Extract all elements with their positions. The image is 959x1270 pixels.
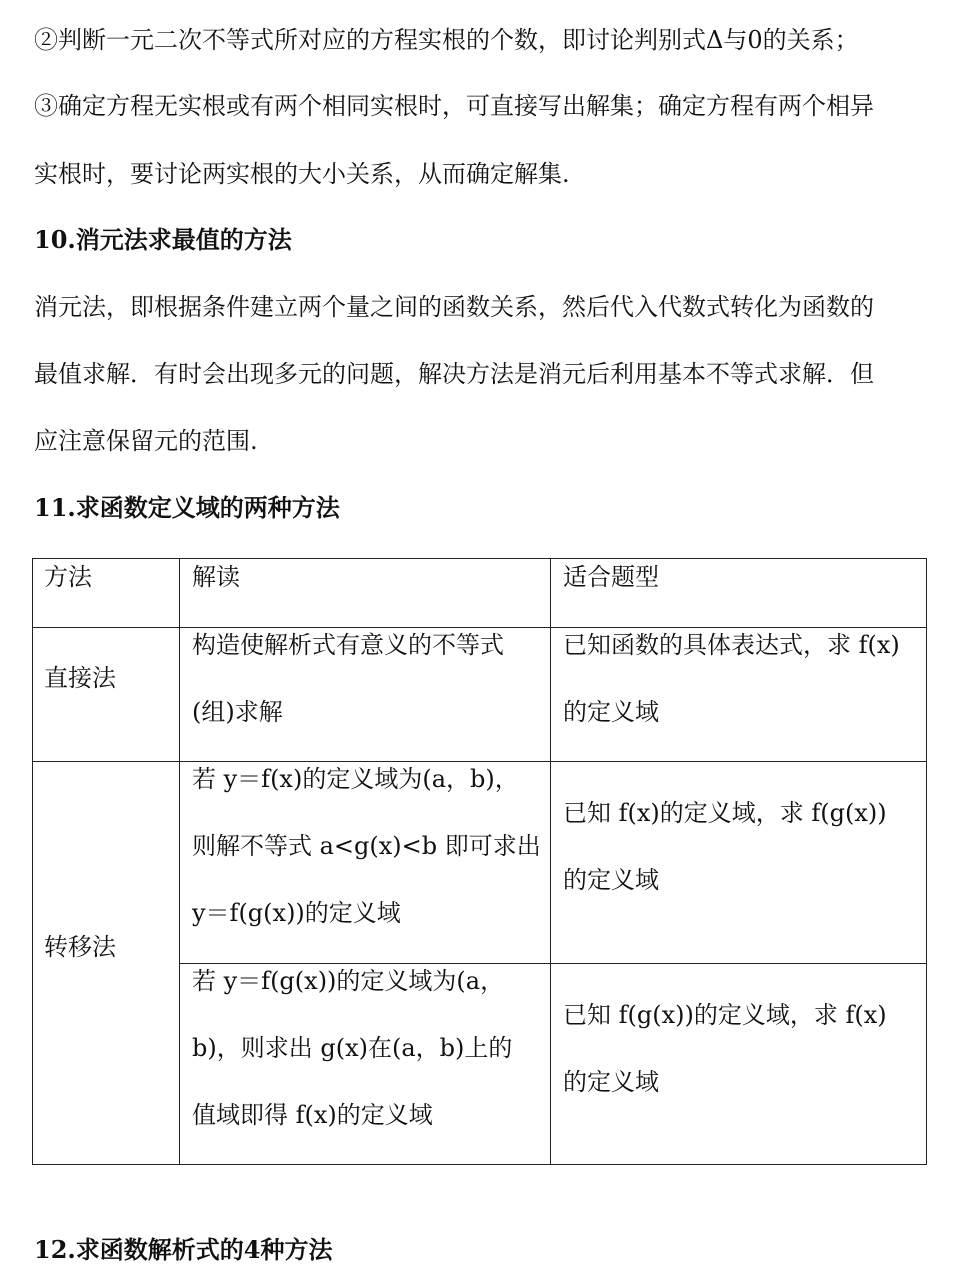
header-question-type: 适合题型 bbox=[563, 563, 659, 591]
transfer-row2-reading-line2: b)，则求出 g(x)在(a，b)上的 bbox=[192, 1034, 513, 1062]
transfer-row2-type-line1: 已知 f(g(x))的定义域，求 f(x) bbox=[563, 1001, 887, 1029]
transfer-row2-reading-line3: 值域即得 f(x)的定义域 bbox=[192, 1101, 433, 1129]
header-reading: 解读 bbox=[192, 563, 240, 591]
direct-reading-line1: 构造使解析式有意义的不等式 bbox=[192, 631, 504, 659]
direct-type-line1: 已知函数的具体表达式，求 f(x) bbox=[563, 631, 900, 659]
step-2-text: ②判断一元二次不等式所对应的方程实根的个数，即讨论判别式Δ与0的关系； bbox=[34, 26, 859, 54]
step-3-text-line1: ③确定方程无实根或有两个相同实根时，可直接写出解集；确定方程有两个相异 bbox=[34, 92, 874, 120]
header-method: 方法 bbox=[44, 563, 92, 591]
transfer-row1-reading-line2: 则解不等式 a<g(x)<b 即可求出 bbox=[192, 832, 541, 860]
transfer-row1-type-line2: 的定义域 bbox=[563, 866, 659, 894]
transfer-row2-type-line2: 的定义域 bbox=[563, 1068, 659, 1096]
direct-reading-line2: (组)求解 bbox=[192, 698, 283, 726]
transfer-row2-reading-line1: 若 y＝f(g(x))的定义域为(a， bbox=[192, 967, 505, 995]
section-10-para-line1: 消元法，即根据条件建立两个量之间的函数关系，然后代入代数式转化为函数的 bbox=[34, 293, 874, 321]
transfer-row1-reading-line3: y＝f(g(x))的定义域 bbox=[192, 899, 401, 927]
direct-type-line2: 的定义域 bbox=[563, 698, 659, 726]
transfer-row1-type-line1: 已知 f(x)的定义域，求 f(g(x)) bbox=[563, 799, 887, 827]
transfer-method-label: 转移法 bbox=[44, 933, 116, 961]
section-10-para-line3: 应注意保留元的范围. bbox=[34, 427, 258, 455]
direct-method-label: 直接法 bbox=[44, 664, 116, 692]
transfer-row1-reading-line1: 若 y＝f(x)的定义域为(a，b)， bbox=[192, 765, 519, 793]
section-12-heading: 12.求函数解析式的4种方法 bbox=[34, 1235, 333, 1264]
section-10-heading: 10.消元法求最值的方法 bbox=[34, 225, 292, 254]
step-3-text-line2: 实根时，要讨论两实根的大小关系，从而确定解集. bbox=[34, 160, 570, 188]
section-10-para-line2: 最值求解．有时会出现多元的问题，解决方法是消元后利用基本不等式求解．但 bbox=[34, 360, 874, 388]
section-11-heading: 11.求函数定义域的两种方法 bbox=[34, 493, 340, 522]
